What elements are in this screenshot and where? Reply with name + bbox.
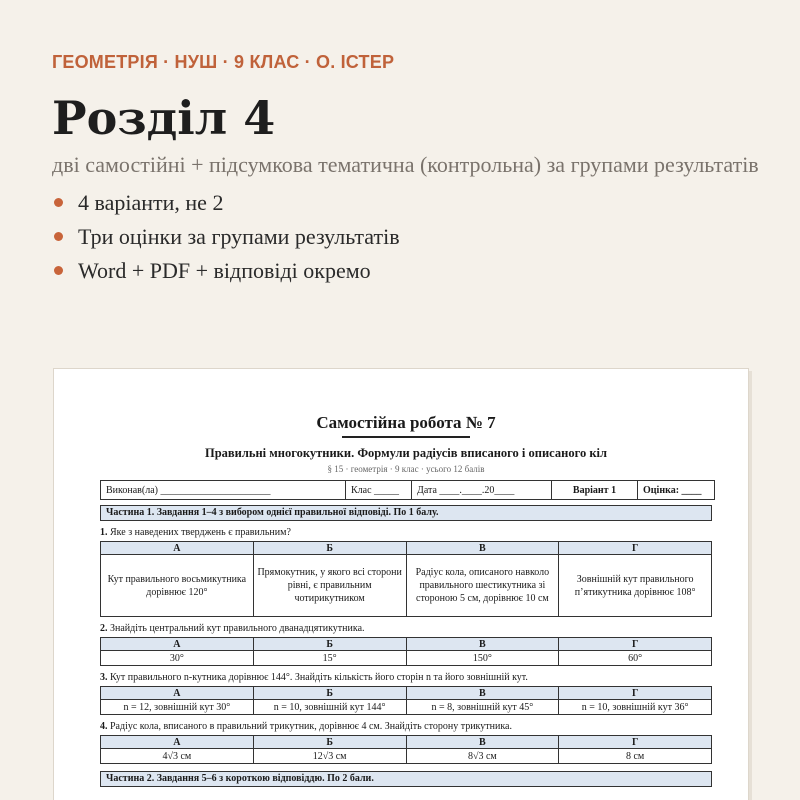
option-b: Прямокутник, у якого всі сторони рівні, є правильним чотирикутником: [253, 555, 406, 617]
slide-header: [52, 52, 772, 288]
options-table-1: А Б В Г Кут правильного восьмикутника дорівнює 120° Прямокутник, у якого всі сторони рівні, є правильним чотирикутником Радіус кола, описаного навколо правильного шестикутника зі стороною 5 см, дорівнює 10 см Зовнішній кут правильного п’ятикутника дорівнює 108°: [100, 541, 712, 617]
part-2-header: Частина 2. Завдання 5–6 з короткою відповіддю. По 2 бали.: [100, 771, 712, 787]
page-title: Розділ 4: [52, 91, 276, 145]
worksheet-meta: § 15 · геометрія · 9 клас · усього 12 балів: [327, 464, 485, 474]
question-4: 4. Радіус кола, вписаного в правильний трикутник, дорівнює 4 см. Знайдіть сторону трикутника.: [100, 721, 512, 732]
option-c: 8√3 см: [406, 749, 559, 764]
option-b: 15°: [253, 651, 406, 666]
grade-field: Оцінка: ____: [638, 481, 715, 500]
option-a: 4√3 см: [101, 749, 254, 764]
student-info-table: [100, 480, 715, 500]
bullet-dot-icon: [54, 266, 63, 275]
variant-label: Варіант 1: [552, 481, 638, 500]
worksheet-title: Самостійна робота № 7: [316, 413, 496, 432]
bullet-dot-icon: [54, 232, 63, 241]
part-1-header: Частина 1. Завдання 1–4 з вибором однієї правильної відповіді. По 1 балу.: [100, 505, 712, 521]
question-3: 3. Кут правильного n-кутника дорівнює 144°. Знайдіть кількість його сторін n та його зовнішній кут.: [100, 672, 528, 683]
worksheet-topic: Правильні многокутники. Формули радіусів вписаного і описаного кіл: [204, 446, 608, 460]
option-c: Радіус кола, описаного навколо правильного шестикутника зі стороною 5 см, дорівнює 10 см: [406, 555, 559, 617]
title-underline: [342, 436, 470, 438]
feature-list: [52, 186, 772, 288]
option-d: 8 см: [559, 749, 712, 764]
option-c: n = 8, зовнішній кут 45°: [406, 700, 559, 715]
name-field: Виконав(ла) ______________________: [101, 481, 346, 500]
feature-item: Word + PDF + відповіді окремо: [52, 254, 772, 288]
option-d: Зовнішній кут правильного п’ятикутника дорівнює 108°: [559, 555, 712, 617]
option-b: n = 10, зовнішній кут 144°: [253, 700, 406, 715]
question-1: 1. Яке з наведених тверджень є правильним?: [100, 527, 291, 538]
date-field: Дата ____.____.20____: [412, 481, 552, 500]
worksheet-preview: [53, 368, 749, 800]
option-a: Кут правильного восьмикутника дорівнює 120°: [101, 555, 254, 617]
feature-item: 4 варіанти, не 2: [52, 186, 772, 220]
feature-item: Три оцінки за групами результатів: [52, 220, 772, 254]
option-d: n = 10, зовнішній кут 36°: [559, 700, 712, 715]
options-table-3: А Б В Г n = 12, зовнішній кут 30° n = 10, зовнішній кут 144° n = 8, зовнішній кут 45° n = 10, зовнішній кут 36°: [100, 686, 712, 715]
subject-kicker: ГЕОМЕТРІЯ · НУШ · 9 КЛАС · О. ІСТЕР: [52, 52, 395, 72]
option-a: 30°: [101, 651, 254, 666]
option-a: n = 12, зовнішній кут 30°: [101, 700, 254, 715]
bullet-dot-icon: [54, 198, 63, 207]
class-field: Клас _____: [346, 481, 412, 500]
options-table-4: А Б В Г 4√3 см 12√3 см 8√3 см 8 см: [100, 735, 712, 764]
options-table-2: А Б В Г 30° 15° 150° 60°: [100, 637, 712, 666]
question-2: 2. Знайдіть центральний кут правильного дванадцятикутника.: [100, 623, 365, 634]
option-b: 12√3 см: [253, 749, 406, 764]
option-c: 150°: [406, 651, 559, 666]
option-d: 60°: [559, 651, 712, 666]
page-subtitle: дві самостійні + підсумкова тематична (контрольна) за групами результатів: [52, 152, 759, 177]
